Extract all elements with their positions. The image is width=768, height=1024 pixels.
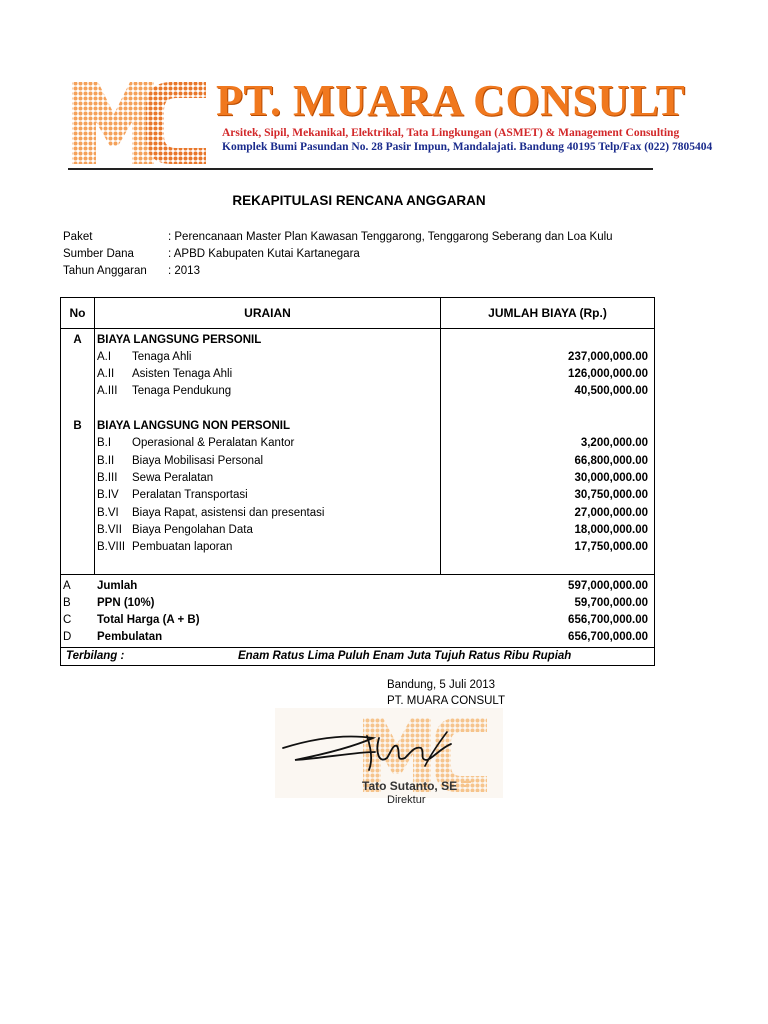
mc-logo-icon bbox=[68, 76, 208, 168]
section-no-a: A bbox=[73, 334, 82, 346]
meta-label-tahun-anggaran: Tahun Anggaran bbox=[63, 265, 147, 277]
header-uraian: URAIAN bbox=[244, 306, 291, 320]
meta-value-paket: : Perencanaan Master Plan Kawasan Tenggarong, Tenggarong Seberang dan Loa Kulu bbox=[168, 231, 613, 243]
item-code: B.VI bbox=[97, 507, 119, 519]
summary-code: B bbox=[63, 597, 71, 609]
item-amount: 18,000,000.00 bbox=[574, 524, 648, 536]
document-title: REKAPITULASI RENCANA ANGGARAN bbox=[232, 193, 486, 208]
item-desc: Tenaga Ahli bbox=[132, 351, 192, 363]
summary-amount: 656,700,000.00 bbox=[568, 631, 648, 643]
item-desc: Asisten Tenaga Ahli bbox=[132, 368, 233, 380]
section-no-b: B bbox=[73, 420, 82, 432]
item-code: B.VIII bbox=[97, 541, 126, 553]
item-amount: 126,000,000.00 bbox=[568, 368, 648, 380]
company-address: Komplek Bumi Pasundan No. 28 Pasir Impun, Mandalajati. Bandung 40195 Telp/Fax (022) 7805404 bbox=[222, 141, 713, 153]
item-desc: Biaya Pengolahan Data bbox=[132, 524, 253, 536]
item-amount: 3,200,000.00 bbox=[580, 437, 648, 449]
item-desc: Tenaga Pendukung bbox=[132, 385, 232, 397]
company-name: PT. MUARA CONSULT bbox=[216, 76, 686, 125]
item-code: A.II bbox=[97, 368, 115, 380]
signature-place-date: Bandung, 5 Juli 2013 bbox=[387, 679, 496, 691]
item-desc: Operasional & Peralatan Kantor bbox=[132, 437, 295, 449]
meta-value-tahun-anggaran: : 2013 bbox=[168, 265, 200, 277]
terbilang-text: Enam Ratus Lima Puluh Enam Juta Tujuh Ratus Ribu Rupiah bbox=[238, 650, 572, 662]
col-divider-no bbox=[94, 298, 95, 574]
letterhead-divider bbox=[68, 168, 653, 170]
section-title-b: BIAYA LANGSUNG NON PERSONIL bbox=[97, 420, 290, 432]
meta-value-sumber-dana: : APBD Kabupaten Kutai Kartanegara bbox=[168, 248, 360, 260]
summary-divider bbox=[61, 574, 654, 575]
header-no: No bbox=[69, 306, 86, 320]
section-title-a: BIAYA LANGSUNG PERSONIL bbox=[97, 334, 262, 346]
item-desc: Biaya Mobilisasi Personal bbox=[132, 455, 264, 467]
item-desc: Pembuatan laporan bbox=[132, 541, 233, 553]
header-jumlah: JUMLAH BIAYA (Rp.) bbox=[488, 306, 607, 320]
item-amount: 30,750,000.00 bbox=[574, 489, 648, 501]
item-code: B.IV bbox=[97, 489, 119, 501]
budget-table bbox=[60, 297, 655, 666]
summary-amount: 59,700,000.00 bbox=[574, 597, 648, 609]
signer-title: Direktur bbox=[387, 794, 426, 803]
summary-amount: 656,700,000.00 bbox=[568, 614, 648, 626]
item-amount: 27,000,000.00 bbox=[574, 507, 648, 519]
letterhead bbox=[68, 76, 713, 172]
item-desc: Peralatan Transportasi bbox=[132, 489, 248, 501]
item-code: B.I bbox=[97, 437, 112, 449]
summary-code: C bbox=[63, 614, 72, 626]
col-divider-jumlah bbox=[440, 298, 441, 574]
item-amount: 40,500,000.00 bbox=[574, 385, 648, 397]
item-code: A.III bbox=[97, 385, 118, 397]
item-amount: 237,000,000.00 bbox=[568, 351, 648, 363]
item-desc: Sewa Peralatan bbox=[132, 472, 214, 484]
item-amount: 30,000,000.00 bbox=[574, 472, 648, 484]
item-amount: 17,750,000.00 bbox=[574, 541, 648, 553]
company-tagline: Arsitek, Sipil, Mekanikal, Elektrikal, Tata Lingkungan (ASMET) & Management Consulting bbox=[222, 127, 680, 139]
item-code: B.II bbox=[97, 455, 115, 467]
terbilang-label: Terbilang : bbox=[66, 650, 125, 662]
item-code: B.III bbox=[97, 472, 118, 484]
summary-code: D bbox=[63, 631, 72, 643]
meta-label-sumber-dana: Sumber Dana bbox=[63, 248, 134, 260]
summary-label: Total Harga (A + B) bbox=[97, 614, 200, 626]
summary-code: A bbox=[63, 580, 71, 592]
summary-amount: 597,000,000.00 bbox=[568, 580, 648, 592]
summary-label: Pembulatan bbox=[97, 631, 163, 643]
meta-label-paket: Paket bbox=[63, 231, 93, 243]
item-code: B.VII bbox=[97, 524, 122, 536]
item-amount: 66,800,000.00 bbox=[574, 455, 648, 467]
signature-company: PT. MUARA CONSULT bbox=[387, 695, 505, 707]
item-code: A.I bbox=[97, 351, 112, 363]
item-desc: Biaya Rapat, asistensi dan presentasi bbox=[132, 507, 325, 519]
summary-label: Jumlah bbox=[97, 580, 138, 592]
summary-label: PPN (10%) bbox=[97, 597, 155, 609]
signer-name: Tato Sutanto, SE bbox=[362, 779, 458, 793]
